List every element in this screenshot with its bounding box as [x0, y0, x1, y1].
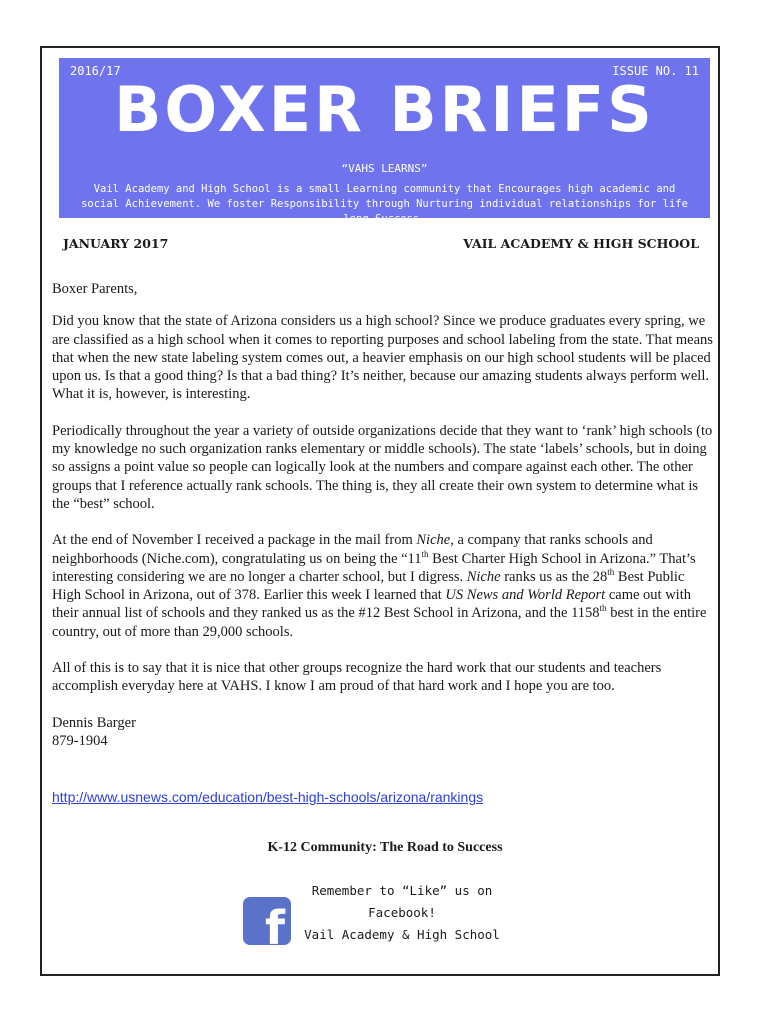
text-run: Best Public High School in Arizona, out of 378. Earlier this week I learned that	[52, 568, 685, 604]
newsletter-banner	[59, 58, 710, 226]
ordinal-suffix: th	[421, 548, 429, 559]
school-name: VAIL ACADEMY & HIGH SCHOOL	[463, 236, 699, 251]
rankings-link[interactable]: http://www.usnews.com/education/best-high-schools/arizona/rankings	[52, 789, 484, 805]
facebook-callout	[302, 880, 502, 946]
mission-line: Vail Academy and High School is a small Learning community that Encourages high academic and	[93, 183, 676, 195]
text-run: best in the entire country, out of more than 29,000 schools.	[52, 605, 707, 640]
letter-paragraph-4: All of this is to say that it is nice that other groups recognize the hard work that our students and teachers accomplish everyday here at VAHS. I know I am proud of that hard work and I hope you are too.	[52, 660, 662, 695]
text-run: , a company that ranks schools and neighborhoods (Niche.com), congratulating us on being the “11	[52, 532, 653, 567]
letter-paragraph-2: Periodically throughout the year a variety of outside organizations decide that they want to ‘rank’ high schools (to my knowledge no such organization ranks elementary or middle schools). The state ‘labels’ schools, but in doing so assigns a point value so people can logically look at the numbers and compare against each other. The other groups that I reference actually rank schools. The thing is, they all create their own system to determine what is the “best” school.	[52, 422, 713, 512]
principal-letter	[52, 280, 716, 750]
ordinal-suffix: th	[599, 603, 607, 614]
signature-name: Dennis Barger	[52, 714, 136, 731]
school-motto: “VAHS LEARNS”	[341, 162, 428, 175]
us-news-name: US News and World Report	[445, 587, 606, 604]
issue-number: ISSUE NO. 11	[612, 64, 699, 78]
letter-greeting: Boxer Parents,	[52, 281, 138, 297]
niche-name: Niche	[416, 532, 451, 549]
school-year: 2016/17	[70, 64, 121, 78]
facebook-line: Vail Academy & High School	[304, 927, 500, 942]
signature-block	[52, 714, 716, 751]
facebook-line: Facebook!	[368, 905, 436, 920]
niche-name: Niche	[466, 568, 501, 585]
text-run: ranks us as the 28	[500, 568, 608, 585]
signature-phone: 879-1904	[52, 732, 108, 749]
mission-statement	[79, 182, 690, 228]
facebook-glyph: f	[264, 901, 285, 945]
ordinal-suffix: th	[607, 567, 615, 578]
facebook-line: Remember to “Like” us on	[311, 883, 493, 898]
text-run: came out with their annual list of schools and they ranked us as the #12 Best School in Arizona, and the 1158	[52, 587, 691, 622]
newsletter-title: BOXER BRIEFS	[114, 73, 655, 146]
facebook-icon[interactable]	[243, 897, 291, 945]
letter-paragraph-1: Did you know that the state of Arizona considers us a high school? Since we produce graduates every spring, we are classified as a high school when it comes to reporting purposes and school labeling from the state. That means that when the new state labeling system comes out, a heavier emphasis on our high school students will be placed upon us. Is that a good thing? Is that a bad thing? It’s neither, because our amazing students always perform well. What it is, however, is interesting.	[52, 313, 713, 403]
text-run: At the end of November I received a package in the mail from	[52, 532, 417, 549]
issue-date: JANUARY 2017	[63, 236, 169, 251]
mission-line: social Achievement. We foster Responsibility through Nurturing individual relationships for life long Success.	[81, 198, 688, 226]
letter-paragraph-3	[52, 531, 716, 641]
tagline: K-12 Community: The Road to Success	[267, 840, 503, 855]
text-run: Best Charter High School in Arizona.” That’s interesting considering we are no longer a charter school, but I digress.	[52, 550, 696, 585]
